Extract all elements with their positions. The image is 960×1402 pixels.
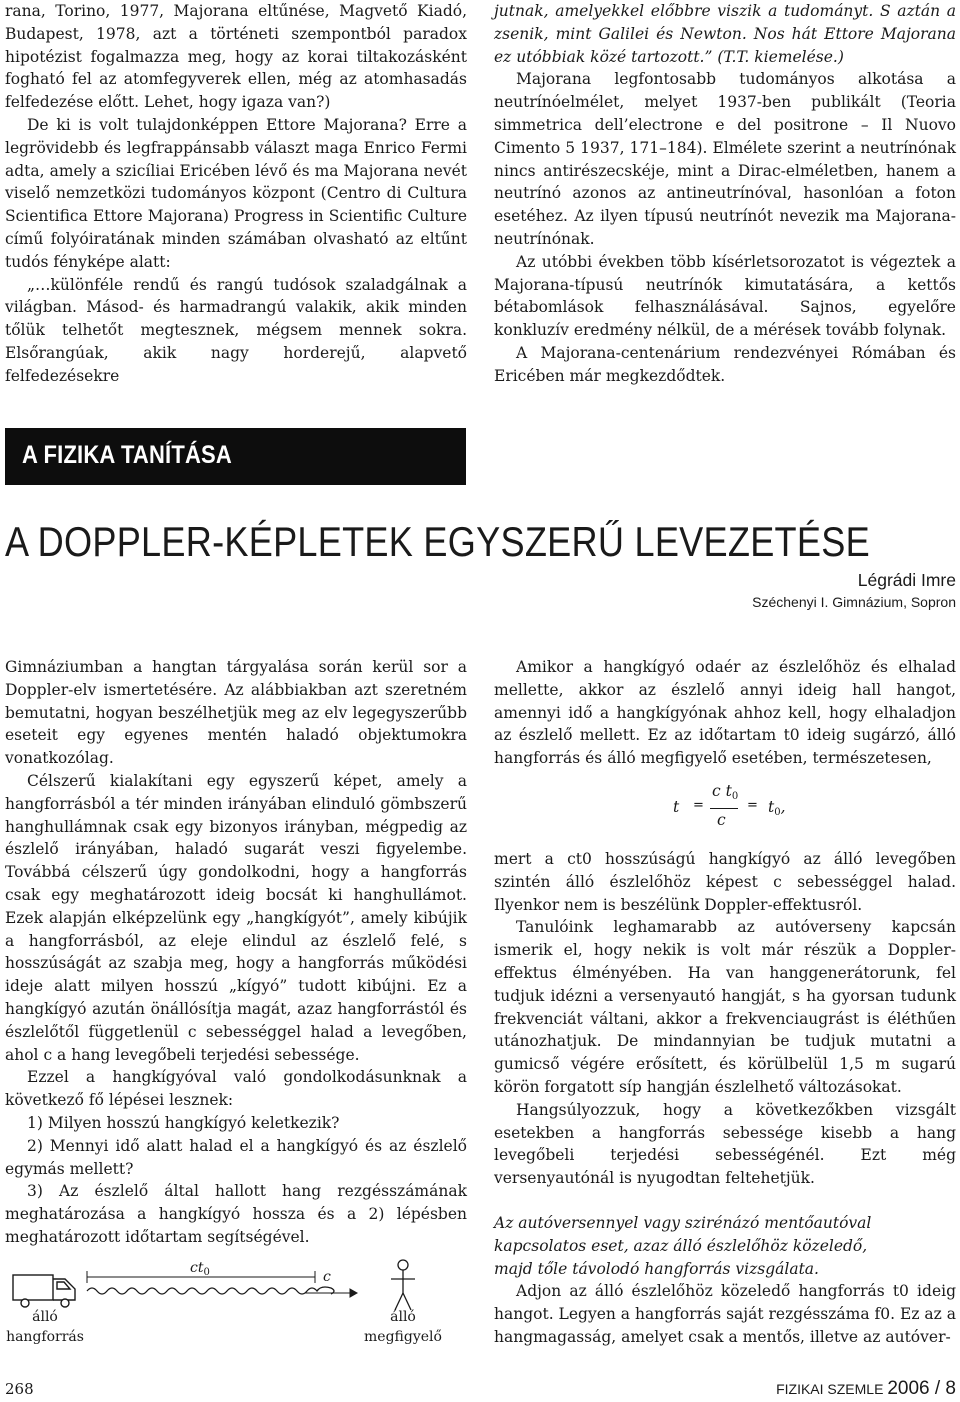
paragraph: De ki is volt tulajdonképpen Ettore Majorana? Erre a legrövidebb és legfrappánsabb választ maga Enrico Fermi adta, amely a szicíliai Ericében lévő és ma Majorana nevét viselő nemzetközi tudományos központ (Centro di Cultura Scientifica Ettore Majorana) Progress in Scientific Culture című folyóiratának minden számában olvasható az eltűnt tudós fényképe alatt: bbox=[5, 115, 467, 271]
journal-footer bbox=[776, 1378, 956, 1400]
formula-result: $t_0$, bbox=[768, 798, 786, 818]
equals-sign: = bbox=[747, 798, 758, 813]
paragraph: Ezzel a hangkígyóval való gondolkodásunknak a következő fő lépései lesznek: bbox=[5, 1068, 467, 1110]
quote-paragraph: jutnak, amelyekkel előbbre viszik a tudományt. S aztán a zsenik, mint Galilei és Newton. Nos hát Ettore Majorana ez utóbbiak közé tartozott.” (T.T. kiemelése.) bbox=[494, 2, 956, 66]
diagram-drawing bbox=[5, 1255, 467, 1315]
journal-issue: 2006 / 8 bbox=[887, 1378, 956, 1399]
quote-paragraph: „…különféle rendű és rangú tudósok szaladgálnak a világban. Másod- és harmadrangú valakik, akik minden tőlük telhetőt megtesznek, mégsem mennek sokra. Elsőrangúak, akik nagy horderejű, alapvető felfedezésekre bbox=[5, 275, 467, 385]
formula-lhs: t bbox=[673, 798, 680, 816]
article-right-column bbox=[494, 656, 956, 1349]
paragraph: Célszerű kialakítani egy egyszerű képet, amely a hangforrásból a tér minden irányában elinduló gömbszerű hanghullámnak csak egy bizonyos irányban, mégpedig az észlelő irányában, haladó sugarát veszi figyelembe. Továbbá célszerű úgy gondolkodni, hogy a hangforrás csak egy meghatározott ideig bocsát ki hanghullámot. Ezek alapján elképzelünk egy „hangkígyót”, amely kibújik a hangforrásból, az eleje elindul az észlelő felé, s hosszúságát az szabja meg, hogy a hangforrás működési ideje alatt milyen hosszú „kígyó” tudott kibújni. Ez a hangkígyó azután önállósítja magát, azaz hangforrástól és észlelőtől függetlenül c sebességgel halad a levegőben, ahol c a hang levegőbeli terjedési sebessége. bbox=[5, 771, 467, 1064]
list-item: 1) Milyen hosszú hangkígyó keletkezik? bbox=[27, 1113, 340, 1132]
subheading-line: kapcsolatos eset, azaz álló észlelőhöz közeledő, bbox=[494, 1236, 868, 1255]
article-title: A DOPPLER-KÉPLETEK EGYSZERŰ LEVEZETÉSE bbox=[5, 518, 870, 565]
section-label: A FIZIKA TANÍTÁSA bbox=[22, 441, 232, 469]
observer-icon bbox=[391, 1260, 415, 1310]
subheading-line: Az autóversennyel vagy szirénázó mentőautóval bbox=[494, 1213, 872, 1232]
equals-sign: = bbox=[693, 798, 704, 813]
journal-name: FIZIKAI SZEMLE bbox=[776, 1381, 884, 1397]
velocity-arrow bbox=[305, 1289, 357, 1297]
author-affiliation: Széchenyi I. Gimnázium, Sopron bbox=[752, 594, 956, 610]
list-item: 3) Az észlelő által hallott hang rezgésszámának meghatározása a hangkígyó hossza és a 2) lépésben meghatározott időtartam segítségével. bbox=[5, 1182, 467, 1246]
subheading-line: majd tőle távolodó hangforrás vizsgálata. bbox=[494, 1259, 819, 1278]
author-name: Légrádi Imre bbox=[857, 570, 956, 590]
speed-label: c bbox=[323, 1269, 331, 1285]
paragraph: Az utóbbi években több kísérletsorozatot is végeztek a Majorana-típusú neutrínók kimutatására, a kettős bétabomlások felhasználásával. Sajnos, egyelőre konkluzív eredmény nélkül, de a mérések tovább folynak. bbox=[494, 252, 956, 340]
article-left-column bbox=[5, 656, 467, 1249]
page-number: 268 bbox=[5, 1380, 34, 1398]
formula-t-equals-t0 bbox=[670, 782, 810, 837]
paragraph: A Majorana-centenárium rendezvényei Rómában és Ericében már megkezdődtek. bbox=[494, 343, 956, 385]
section-banner bbox=[5, 428, 466, 485]
paragraph: rana, Torino, 1977, Majorana eltűnése, Magvető Kiadó, Budapest, 1978, azt a történeti szempontból paradox hipotézist fogalmazza meg, hogy az korai tiltakozásként fogható fel az atomfegyverek ellen, még az atomhasadás felfedezése előtt. Lehet, hogy igaza van?) bbox=[5, 2, 467, 112]
truck-icon bbox=[13, 1275, 75, 1307]
paragraph: Adjon az álló észlelőhöz közeledő hangforrás t0 ideig hangot. Legyen a hangforrás saját rezgésszáma f0. Ez az a hangmagasság, amelyet csak a mentős, illetve az autóver- bbox=[494, 1282, 956, 1346]
paragraph: Gimnáziumban a hangtan tárgyalása során kerül sor a Doppler-elv ismertetésére. Az alábbiakban azt szeretném bemutatni, hogyan beszélhetjük meg az elv legegyszerűbb eseteit egy egyenes mentén haladó objektumokra vonatkozólag. bbox=[5, 658, 467, 768]
sound-snake-wave bbox=[87, 1287, 334, 1294]
fraction-bar bbox=[710, 808, 738, 809]
hangkigyo-diagram bbox=[5, 1255, 467, 1350]
paragraph: Hangsúlyozzuk, hogy a következőkben vizsgált esetekben a hangforrás sebessége kisebb a hang levegőbeli terjedési sebességénél. Ezt még versenyautónál is nyugodtan feltehetjük. bbox=[494, 1100, 956, 1188]
list-item: 2) Mennyi idő alatt halad el a hangkígyó és az észlelő egymás mellett? bbox=[5, 1136, 467, 1178]
spacer bbox=[494, 1190, 956, 1212]
snake-length-label: $ct_0$ bbox=[190, 1260, 210, 1278]
continued-article-right-column bbox=[494, 0, 956, 388]
formula-numerator: c $t_0$ bbox=[712, 782, 739, 802]
paragraph: Majorana legfontosabb tudományos alkotása a neutrínóelmélet, melyet 1937-ben publikált (Teoria simmetrica dell’electrone e del positrone – Il Nuovo Cimento 5 1937, 171–184). Elmélete szerint a neutrínónak nincs antirészecskéje, mint a Dirac-elméletben, hanem a neutrínó azonos az antineutrínóval, hasonlóan a foton esetéhez. Az ilyen típusú neutrínót nevezik ma Majorana-neutrínónak. bbox=[494, 70, 956, 248]
continued-article-left-column bbox=[5, 0, 467, 388]
paragraph: mert a ct0 hosszúságú hangkígyó az álló levegőben szintén álló észlelőhöz képest c sebességgel halad. Ilyenkor nem is beszélünk Doppler-effektusról. bbox=[494, 849, 956, 914]
source-label: álló hangforrás bbox=[6, 1309, 84, 1345]
observer-label: álló megfigyelő bbox=[364, 1309, 442, 1345]
paragraph: Amikor a hangkígyó odaér az észlelőhöz és elhalad mellette, akkor az észlelő annyi ideig hall hangot, amennyi idő a hangkígyónak ahhoz kell, hogy elhaladjon az észlelő mellett. Ez az időtartam t0 ideig sugárzó, álló hangforrás és álló megfigyelő esetében, természetesen, bbox=[494, 658, 956, 768]
formula-denominator: c bbox=[717, 811, 726, 829]
paragraph: Tanulóink leghamarabb az autóverseny kapcsán ismerik el, hogy nekik is volt már részük a Doppler-effektus élményében. Ha van hanggenerátorunk, fel tudjuk idézni a versenyautó hangját, s ha gyorsan tudunk frekvenciát váltani, akkor a frekvenciaugrást is éléthűen utánozhatjuk. De mindannyian be tudjuk mutatni a gumicső végére erősített, és körülbelül 1,5 m sugarú körön forgatott síp hangján észlelhető változásokat. bbox=[494, 918, 956, 1096]
